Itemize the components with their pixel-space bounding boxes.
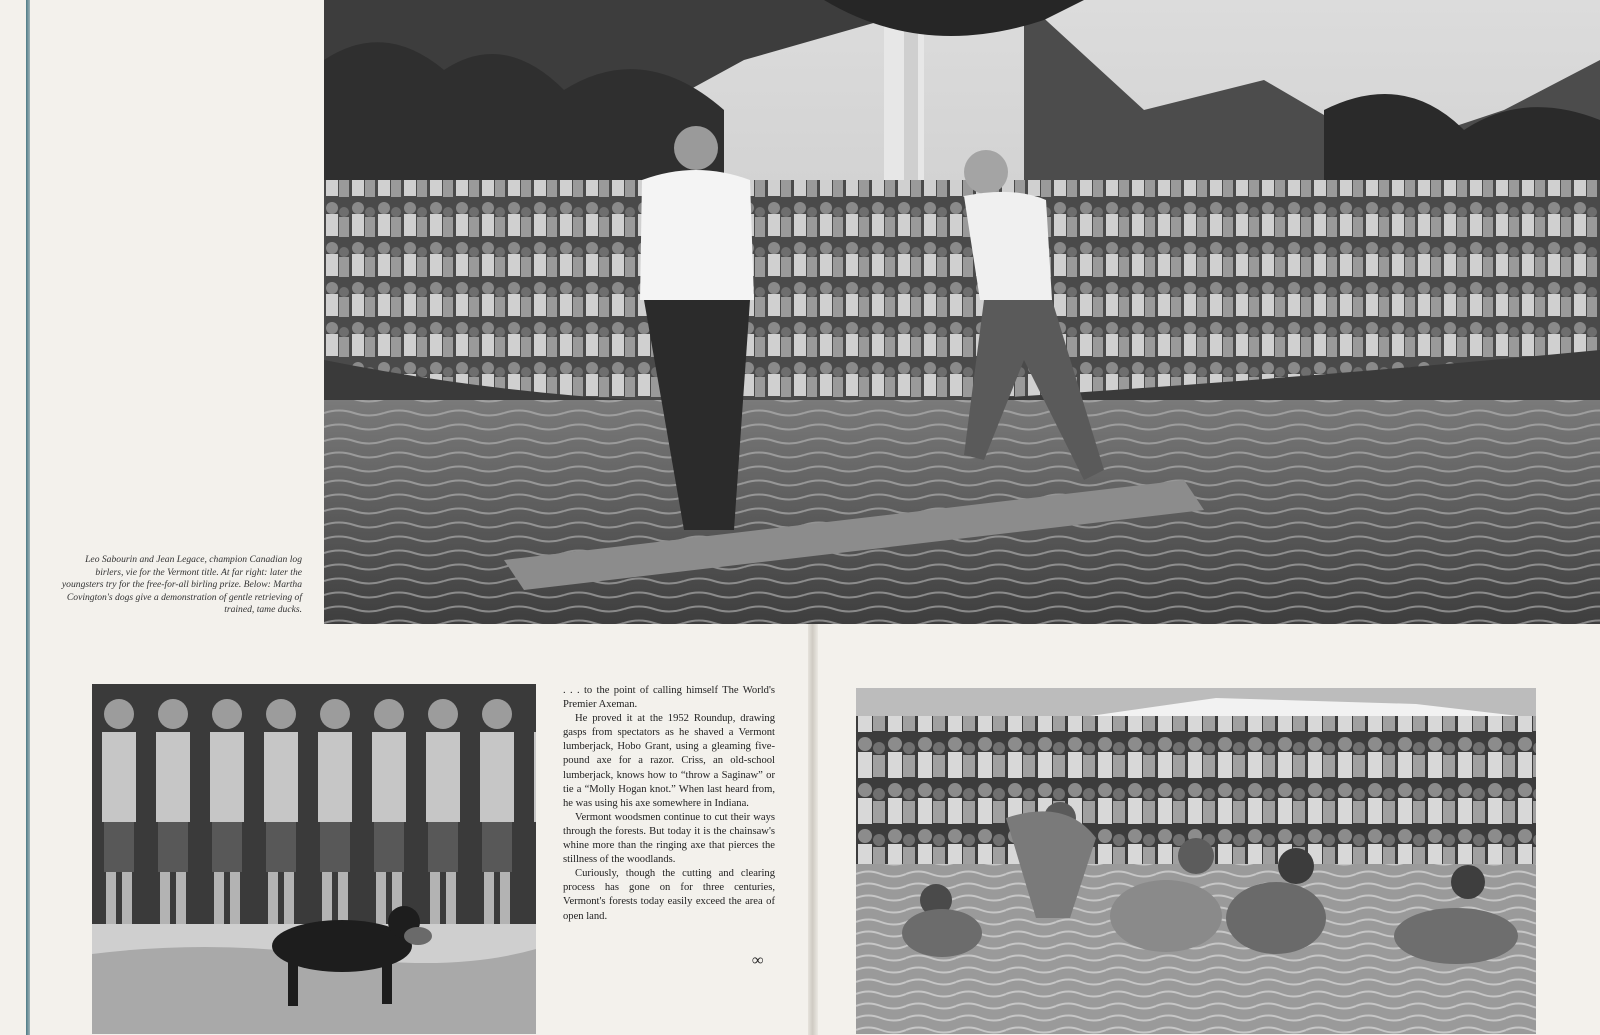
youngsters-birling-photo bbox=[856, 688, 1536, 1034]
article-text bbox=[563, 684, 775, 924]
article-paragraph: Vermont woodsmen continue to cut their ways through the forests. But today it is the chainsaw's whine more than the ringing axe that pierces the stillness of the woodlands. bbox=[563, 811, 775, 866]
dog-retrieving-duck-photo bbox=[92, 684, 536, 1034]
article-paragraph: He proved it at the 1952 Roundup, drawing gasps from spectators as he shaved a Vermont lumberjack, Hobo Grant, using a gleaming five-pound axe for a razor. Criss, an old-school lumberjack, knows how to “throw a Saginaw” or tie a “Molly Hogan knot.” When last heard from, he was using his axe somewhere in Indiana. bbox=[563, 713, 775, 809]
article-paragraph: Curiously, though the cutting and clearing process has gone on for three centuries, Vermont's forests today easily exceed the area of open land. bbox=[563, 868, 775, 922]
article-paragraph: . . . to the point of calling himself The World's Premier Axeman. bbox=[563, 685, 775, 711]
end-of-article-icon: ∞ bbox=[752, 952, 764, 969]
log-birling-photo bbox=[324, 0, 1600, 624]
cover-edge bbox=[26, 0, 30, 1035]
photo-caption: Leo Sabourin and Jean Legace, champion Canadian log birlers, vie for the Vermont title. At far right: later the youngsters try for the free-for-all birling prize. Below: Martha Covington's dogs give a demonstration of gentle retrieving of trained, tame ducks. bbox=[61, 554, 302, 615]
